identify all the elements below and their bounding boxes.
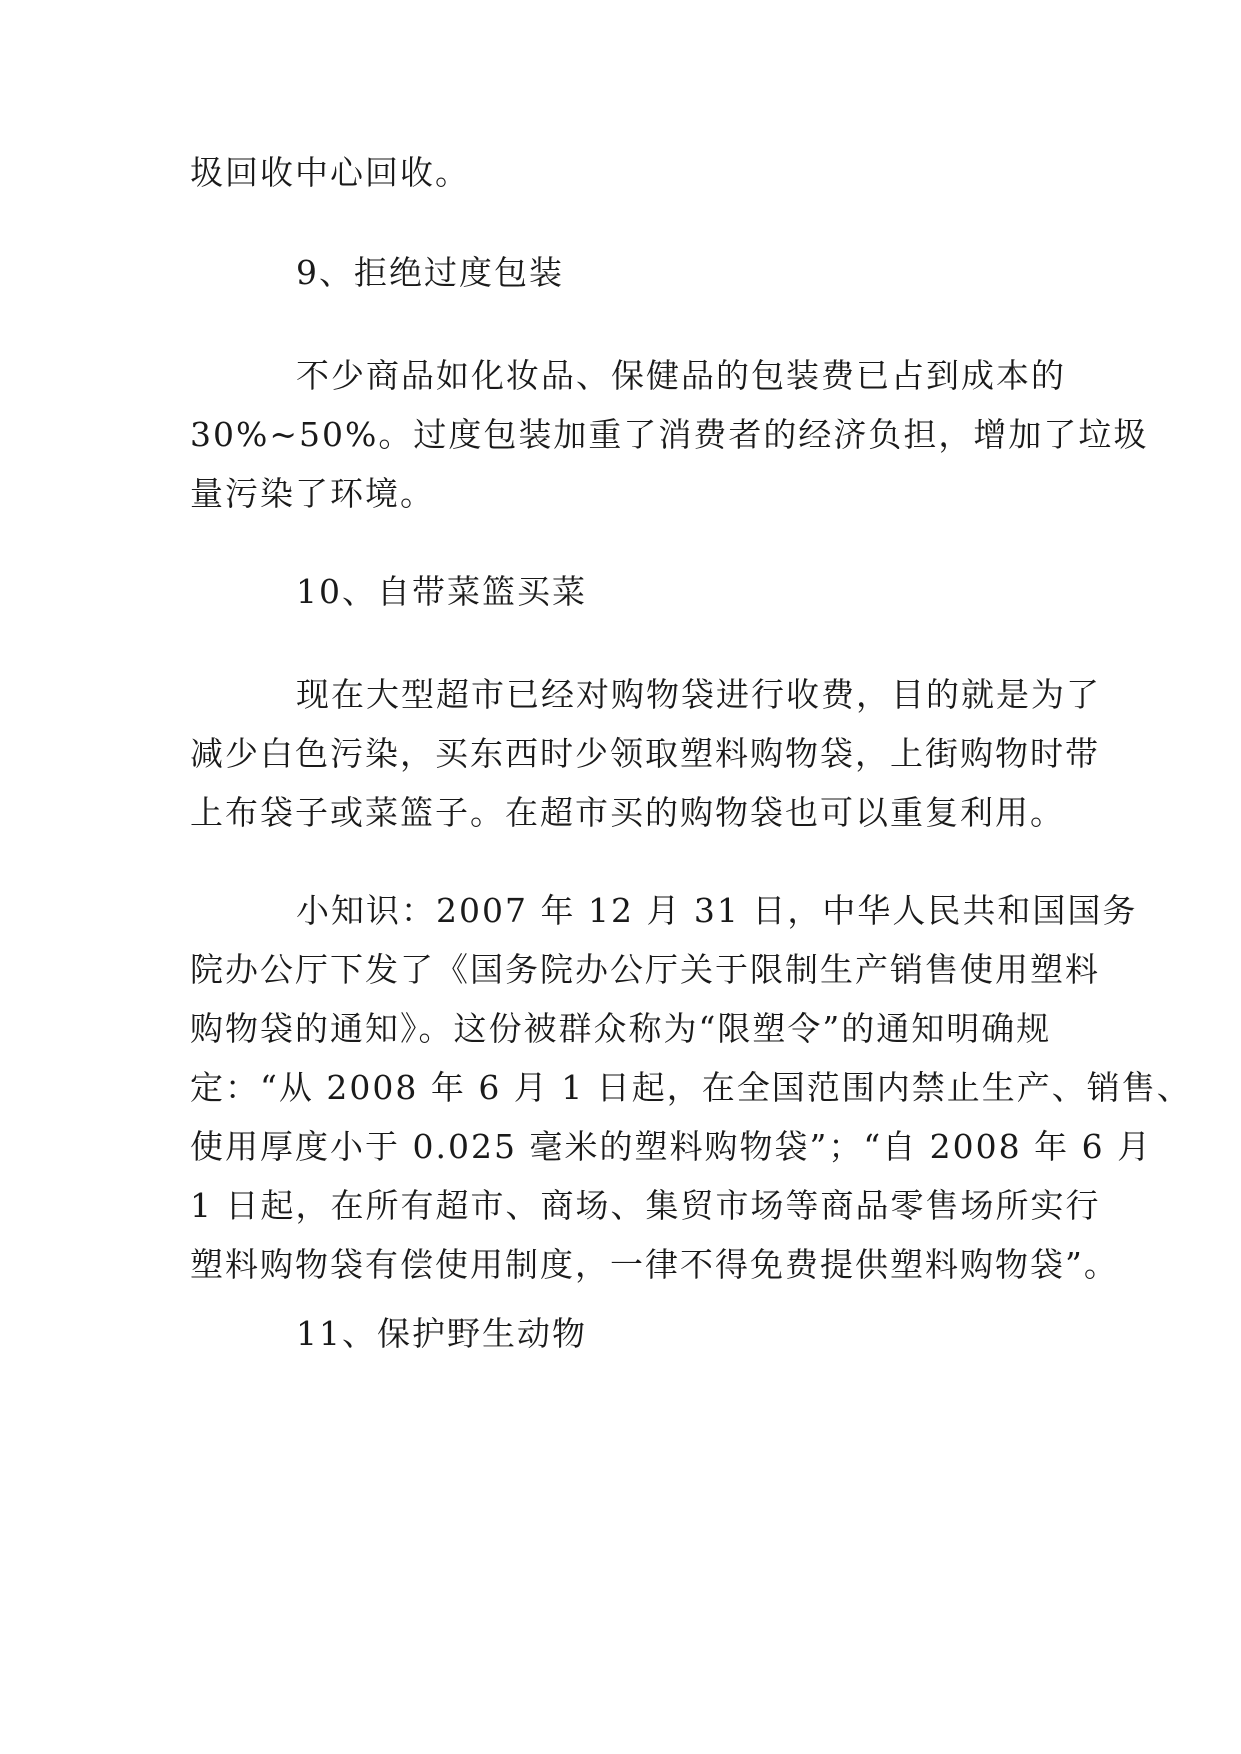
text-line: 30%~50%。过度包装加重了消费者的经济负担，增加了垃圾 — [190, 415, 1149, 454]
heading-11 — [190, 1304, 1070, 1363]
heading-10 — [190, 562, 1070, 621]
paragraph-knowledge — [190, 881, 1192, 1294]
text-line: 量污染了环境。 — [190, 474, 435, 513]
paragraph-packaging — [190, 346, 1149, 523]
section-heading: 9、拒绝过度包装 — [296, 253, 564, 292]
section-heading: 11、保护野生动物 — [296, 1314, 587, 1353]
text-line: 定：“从 2008 年 6 月 1 日起，在全国范围内禁止生产、销售、 — [190, 1068, 1192, 1107]
text-line: 小知识：2007 年 12 月 31 日，中华人民共和国国务 — [296, 891, 1138, 930]
text-line: 减少白色污染，买东西时少领取塑料购物袋，上街购物时带 — [190, 734, 1100, 773]
text-line: 现在大型超市已经对购物袋进行收费，目的就是为了 — [296, 675, 1101, 714]
text-line: 院办公厅下发了《国务院办公厅关于限制生产销售使用塑料 — [190, 950, 1100, 989]
heading-9 — [190, 243, 1070, 302]
text-line: 使用厚度小于 0.025 毫米的塑料购物袋”；“自 2008 年 6 月 — [190, 1127, 1153, 1166]
text-line: 不少商品如化妆品、保健品的包装费已占到成本的 — [296, 356, 1066, 395]
text-line: 圾回收中心回收。 — [190, 153, 470, 192]
text-line: 1 日起，在所有超市、商场、集贸市场等商品零售场所实行 — [190, 1186, 1101, 1225]
paragraph-shopping-bags — [190, 665, 1101, 842]
section-heading: 10、自带菜篮买菜 — [296, 572, 587, 611]
paragraph-recycling-end — [190, 143, 1070, 202]
text-line: 购物袋的通知》。这份被群众称为“限塑令”的通知明确规 — [190, 1009, 1052, 1048]
text-line: 塑料购物袋有偿使用制度，一律不得免费提供塑料购物袋”。 — [190, 1245, 1119, 1284]
text-line: 上布袋子或菜篮子。在超市买的购物袋也可以重复利用。 — [190, 793, 1065, 832]
